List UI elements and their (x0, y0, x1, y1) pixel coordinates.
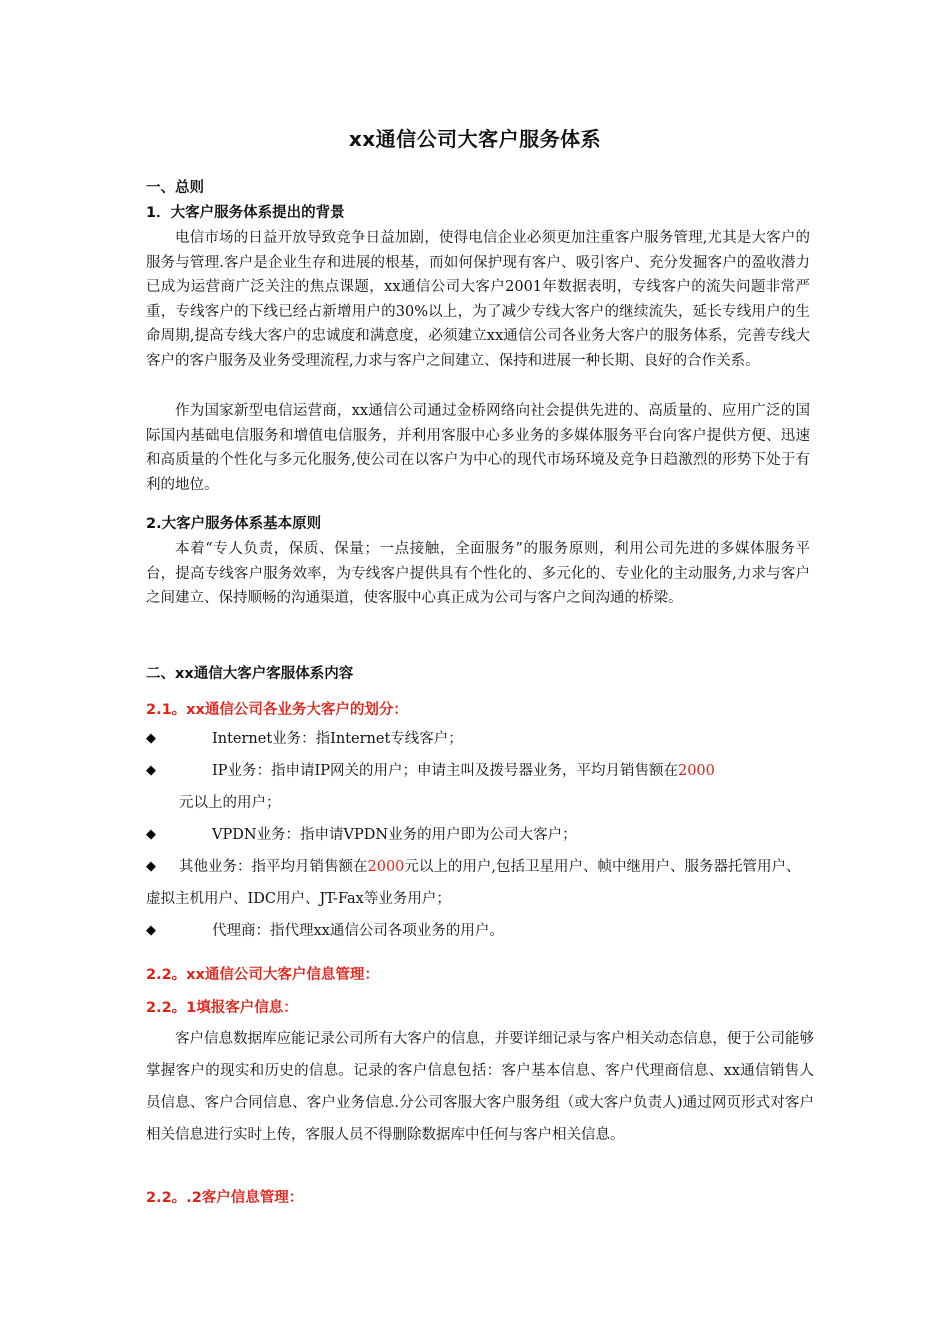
classification-list (146, 723, 814, 947)
subsection-heading-background: 1．大客户服务体系提出的背景 (146, 205, 345, 221)
amount-highlight: 2000 (677, 763, 715, 779)
diamond-bullet-icon: ◆ (146, 859, 156, 874)
list-item-continuation (146, 787, 814, 819)
list-item-text: 代理商：指代理xx通信公司各项业务的用户。 (212, 923, 504, 939)
subsection-heading-principles: 2.大客户服务体系基本原则 (146, 516, 322, 532)
list-item (146, 755, 814, 787)
list-item-text: VPDN业务：指申请VPDN业务的用户即为公司大客户； (212, 827, 577, 843)
list-item-text: Internet业务：指Internet专线客户； (212, 731, 463, 747)
list-item (146, 851, 814, 915)
subsection-heading-info-management: 2.2。xx通信公司大客户信息管理： (146, 967, 379, 983)
paragraph-operator: 作为国家新型电信运营商，xx通信公司通过金桥网络向社会提供先进的、高质量的、应用广泛的国际国内基础电信服务和增值电信服务，并利用客服中心多业务的多媒体服务平台向客户提供方便、迅速和高质量的个性化与多元化服务,使公司在以客户为中心的现代市场环境及竞争日趋激烈的形势下处于有利的地位。 (146, 403, 810, 493)
list-item (146, 723, 814, 755)
subsection-heading-info-admin: 2.2。.2客户信息管理： (146, 1190, 304, 1206)
list-item-text: 元以上的用户,包括卫星用户、帧中继用户、服务器托管用户、虚拟主机用户、IDC用户、JT-Fax等业务用户； (146, 859, 801, 907)
paragraph-customer-info: 客户信息数据库应能记录公司所有大客户的信息，并要详细记录与客户相关动态信息，便于公司能够掌握客户的现实和历史的信息。记录的客户信息包括：客户基本信息、客户代理商信息、xx通信销售人员信息、客户合同信息、客户业务信息.分公司客服大客户服务组（或大客户负责人)通过网页形式对客户相关信息进行实时上传，客服人员不得删除数据库中任何与客户相关信息。 (146, 1031, 814, 1143)
section-heading-content: 二、xx通信大客户客服体系内容 (146, 666, 354, 682)
diamond-bullet-icon: ◆ (146, 923, 156, 938)
diamond-bullet-icon: ◆ (146, 731, 156, 746)
paragraph-principles: 本着“专人负责，保质、保量；一点接触，全面服务”的服务原则，利用公司先进的多媒体服务平台，提高专线客户服务效率，为专线客户提供具有个性化的、多元化的、专业化的主动服务,力求与客户之间建立、保持顺畅的沟通渠道，使客服中心真正成为公司与客户之间沟通的桥梁。 (146, 541, 810, 606)
subsection-heading-fill-info: 2.2。1填报客户信息： (146, 1000, 298, 1016)
subsection-heading-classification: 2.1。xx通信公司各业务大客户的划分： (146, 702, 408, 718)
paragraph-background: 电信市场的日益开放导致竞争日益加剧，使得电信企业必须更加注重客户服务管理,尤其是大客户的服务与管理.客户是企业生存和进展的根基，而如何保护现有客户、吸引客户、充分发掘客户的盈收潜力已成为运营商广泛关注的焦点课题，xx通信公司大客户2001年数据表明，专线客户的流失问题非常严重，专线客户的下线已经占新增用户的30%以上，为了减少专线大客户的继续流失，延长专线用户的生命周期,提高专线大客户的忠诚度和满意度，必须建立xx通信公司各业务大客户的服务体系，完善专线大客户的客户服务及业务受理流程,力求与客户之间建立、保持和进展一种长期、良好的合作关系。 (146, 230, 810, 369)
list-item (146, 819, 814, 851)
diamond-bullet-icon: ◆ (146, 827, 156, 842)
list-item-text: 元以上的用户； (179, 795, 281, 811)
section-heading-general: 一、总则 (146, 180, 204, 196)
list-item (146, 915, 814, 947)
amount-highlight: 2000 (367, 859, 405, 875)
list-item-text: 其他业务：指平均月销售额在 (179, 859, 368, 875)
document-title: xx通信公司大客户服务体系 (348, 127, 602, 151)
diamond-bullet-icon: ◆ (146, 763, 156, 778)
list-item-text: IP业务：指申请IP网关的用户；申请主叫及拨号器业务，平均月销售额在 (212, 763, 678, 779)
